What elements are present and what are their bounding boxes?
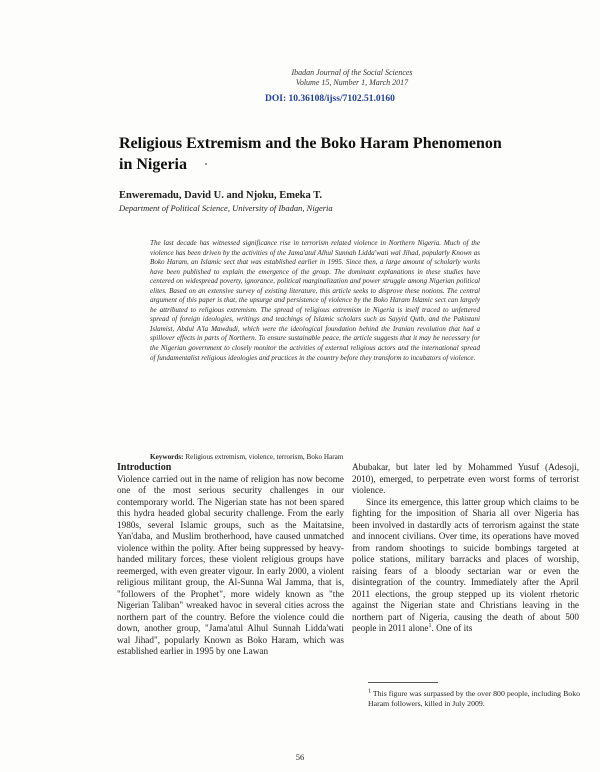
paper-title: Religious Extremism and the Boko Haram Phenomenon in Nigeria (119, 135, 502, 173)
footnote-divider (368, 682, 438, 683)
doi-link[interactable]: DOI: 10.36108/ijss/7102.51.0160 (265, 94, 395, 104)
intro-heading: Introduction (117, 462, 172, 473)
abstract: The last decade has witnessed significance rise in terrorism related violence in Northern Nigeria. Much of the violence has been driven by the activities of the Jama'atul Alhul Sunnah Lidda'wati wal Jihad, popularly Known as Boko Haram, an Islamic sect that was established earlier in 1995. Since then, a large amount of scholarly works have been published to explain the emergence of the group. The dominant explanations in these studies have centered on widespread poverty, ignorance, political marginalization and power struggle among Nigerian political elites. Based on an extensive survey of existing literature, this article seeks to disprove these notions. The central argument of this paper is that, the upsurge and persistence of violence by the Boko Haram Islamic sect can largely be attributed to religious extremism. The spread of religious extremism in Nigeria is itself traced to unfettered spread of foreign ideologies, writings and teachings of Islamic scholars such as Sayyid Qutb, and the Pakistani Islamist, Abdul A'la Mawdudi, which were the ideological foundation behind the Iranian revolution that had a spillover effects in parts of Northern. To ensure sustainable peace, the article suggests that it may be necessary for the Nigerian government to closely monitor the activities of external religious actors and the international spread of fundamentalist religious ideologies and practices in the country before they transform to incubators of violence. (150, 239, 480, 362)
intro-paragraph-2-text: Since its emergence, this latter group which claims to be fighting for the imposition of Sharia all over Nigeria has been involved in dastardly acts of terrorism against the state and innocent civilians. Over time, its operations have moved from random shootings to suicide bombings targeted at police stations, military barracks and places of worship, raising fears of a bloody sectarian war or even the disintegration of the country. Immediately after the April 2011 elections, the group stepped up its violent rhetoric against the Nigerian state and Christians leaving in the northern part of Nigeria, causing the death of about 500 people in 2011 alone (352, 496, 579, 633)
keywords (150, 453, 343, 461)
footnote (368, 689, 580, 709)
keywords-label: Keywords: (150, 453, 184, 461)
body-column-left (117, 462, 344, 658)
stray-mark (205, 163, 207, 165)
footnote-text: This figure was surpassed by the over 800 people, including Boko Haram followers, killed in July 2009. (368, 689, 580, 708)
footnote-ref[interactable]: 1 (428, 622, 432, 629)
keywords-text: Religious extremism, violence, terrorism, Boko Haram (185, 453, 344, 461)
journal-volume: Volume 15, Number 1, March 2017 (295, 78, 409, 87)
journal-header (262, 68, 442, 88)
intro-paragraph-2 (352, 497, 579, 635)
affiliation: Department of Political Science, University of Ibadan, Nigeria (119, 203, 333, 213)
authors: Enweremadu, David U. and Njoku, Emeka T. (119, 190, 323, 201)
page-number: 56 (295, 752, 305, 762)
body-column-right (352, 462, 579, 635)
intro-paragraph-1: Violence carried out in the name of religion has now become one of the most serious security challenges in our contemporary world. The Nigerian state has not been spared this hydra headed global security challenge. From the early 1980s, several Islamic groups, such as the Maitatsine, Yan'daba, and Muslim brotherhood, have caused unmatched violence within the polity. After being suppressed by heavy-handed military forces, these violent religious groups have reemerged, with even greater vigour. In early 2000, a violent religious militant group, the Al-Sunna Wal Jamma, that is, "followers of the Prophet", more widely known as "the Nigerian Taliban" wreaked havoc in several cities across the northern part of the country. Before the violence could die down, another group, "Jama'atul Alhul Sunnah Lidda'wati wal Jihad", popularly Known as Boko Haram, which was established earlier in 1995 by one Lawan (117, 473, 344, 656)
footnote-marker: 1 (368, 688, 371, 695)
intro-paragraph-2-end: . One of its (431, 623, 473, 633)
intro-paragraph-1-cont: Abubakar, but later led by Mohammed Yusuf (Adesoji, 2010), emerged, to perpetrate even worst forms of terrorist violence. (352, 462, 579, 495)
journal-name: Ibadan Journal of the Social Sciences (291, 68, 413, 77)
